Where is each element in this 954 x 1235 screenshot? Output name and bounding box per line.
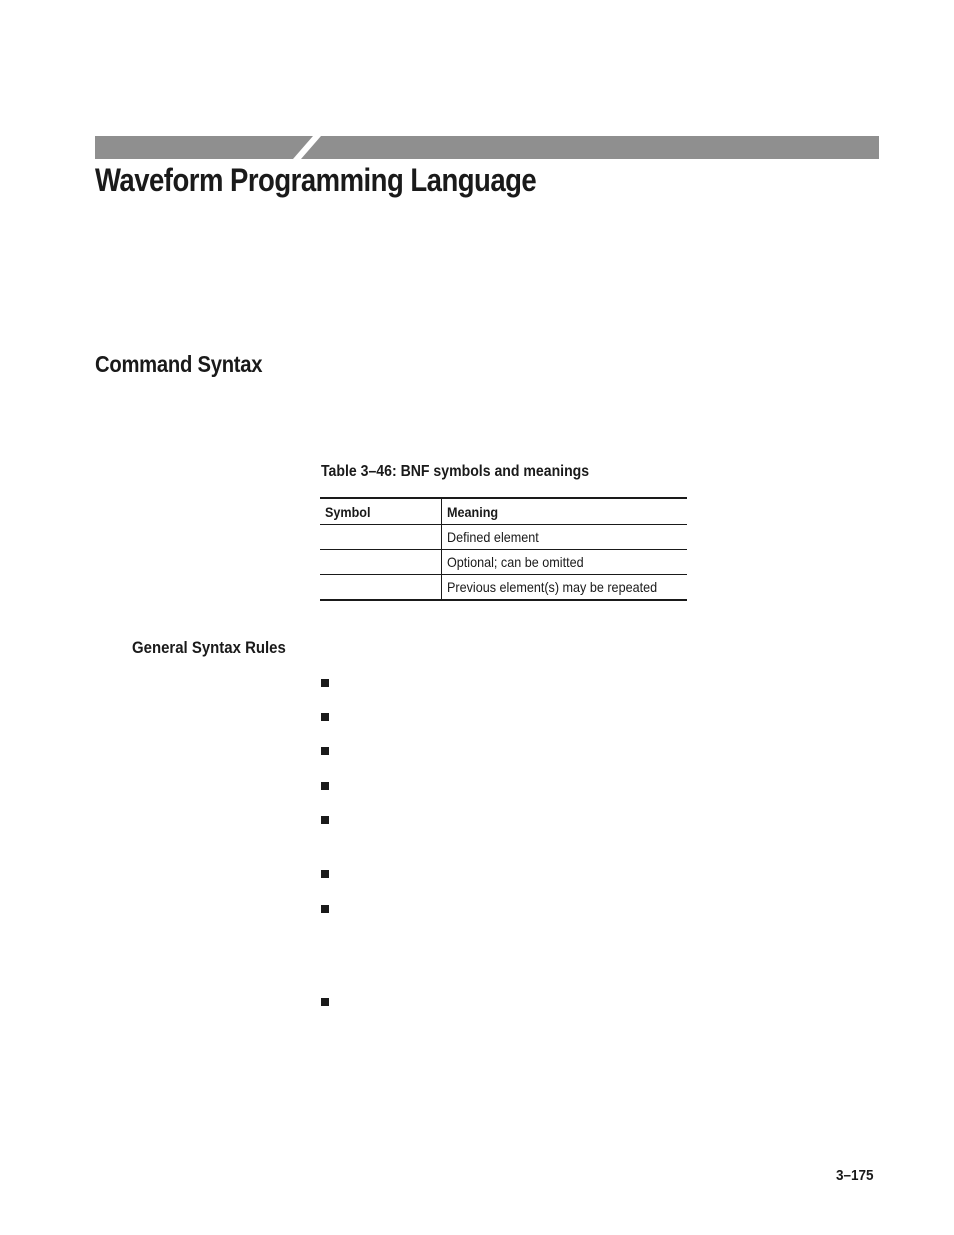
table-row xyxy=(320,575,687,601)
meaning-cell: Defined element xyxy=(442,525,688,550)
symbol-cell xyxy=(320,550,442,575)
column-header-meaning: Meaning xyxy=(442,498,688,525)
bullet-marker xyxy=(321,870,329,878)
meaning-cell: Previous element(s) may be repeated xyxy=(442,575,688,601)
section-title: Command Syntax xyxy=(95,351,263,377)
bullet-marker xyxy=(321,998,329,1006)
subsection-title: General Syntax Rules xyxy=(132,638,286,657)
column-header-symbol: Symbol xyxy=(320,498,442,525)
chapter-title: Waveform Programming Language xyxy=(95,162,537,198)
table-header-row xyxy=(320,498,687,525)
bullet-marker xyxy=(321,816,329,824)
bullet-marker xyxy=(321,713,329,721)
bullet-marker xyxy=(321,679,329,687)
bullet-marker xyxy=(321,747,329,755)
table-caption: Table 3–46: BNF symbols and meanings xyxy=(321,463,590,480)
bullet-marker xyxy=(321,782,329,790)
chapter-header-bar xyxy=(95,136,879,159)
symbol-cell xyxy=(320,575,442,601)
table-row xyxy=(320,550,687,575)
bnf-symbols-table xyxy=(320,497,687,601)
bullet-marker xyxy=(321,905,329,913)
symbol-cell xyxy=(320,525,442,550)
page-number: 3–175 xyxy=(836,1167,874,1184)
table-row xyxy=(320,525,687,550)
meaning-cell: Optional; can be omitted xyxy=(442,550,688,575)
